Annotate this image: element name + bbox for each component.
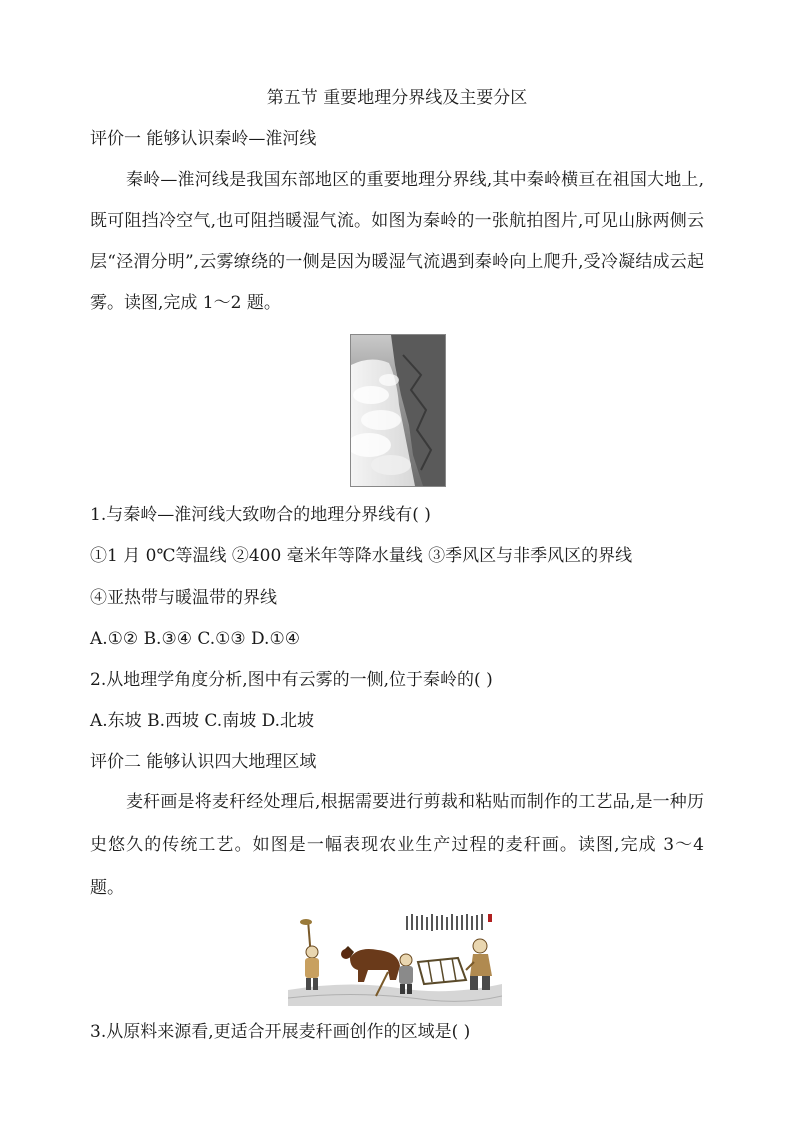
evaluation-1-heading: 评价一 能够认识秦岭—淮河线 [90,129,317,149]
question-2-stem: 2.从地理学角度分析,图中有云雾的一侧,位于秦岭的( ) [90,670,493,690]
question-3-stem: 3.从原料来源看,更适合开展麦秆画创作的区域是( ) [90,1022,471,1042]
evaluation-1-intro: 秦岭—淮河线是我国东部地区的重要地理分界线,其中秦岭横亘在祖国大地上,既可阻挡冷空气,也可阻挡暖湿气流。如图为秦岭的一张航拍图片,可见山脉两侧云层“泾渭分明”,云雾缭绕的一侧是因为暖湿气流遇到秦岭向上爬升,受冷凝结成云起雾。读图,完成 1～2 题。 [90,170,704,313]
question-1-statements-line2: ④亚热带与暖温带的界线 [90,588,277,608]
question-1-options: A.①② B.③④ C.①③ D.①④ [90,629,300,649]
qinling-aerial-photo [350,334,446,487]
wheat-straw-painting [288,910,502,1006]
question-1-stem: 1.与秦岭—淮河线大致吻合的地理分界线有( ) [90,505,431,525]
evaluation-2-intro: 麦秆画是将麦秆经处理后,根据需要进行剪裁和粘贴而制作的工艺品,是一种历史悠久的传统工艺。如图是一幅表现农业生产过程的麦秆画。读图,完成 3～4 题。 [90,792,704,898]
question-1-statements-line1: ①1 月 0℃等温线 ②400 毫米年等降水量线 ③季风区与非季风区的界线 [90,546,633,566]
evaluation-2-heading: 评价二 能够认识四大地理区域 [90,752,317,772]
section-title: 第五节 重要地理分界线及主要分区 [266,88,528,108]
question-2-options: A.东坡 B.西坡 C.南坡 D.北坡 [90,711,315,731]
